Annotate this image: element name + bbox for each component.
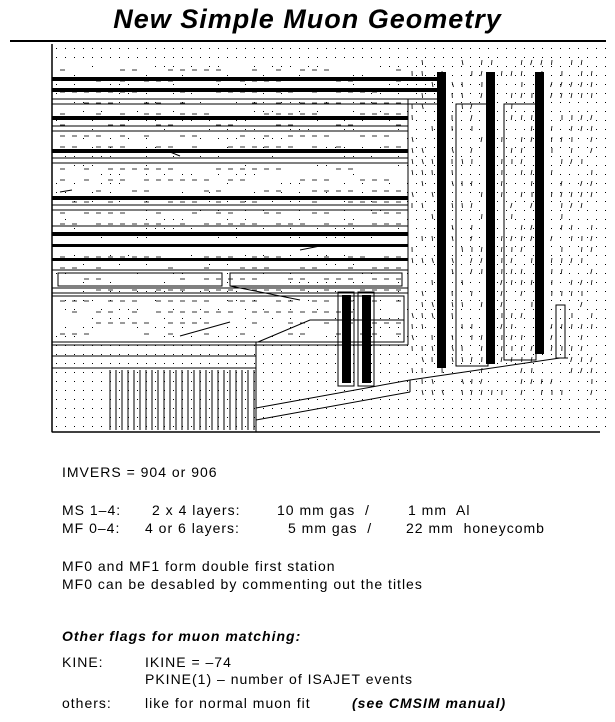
mf-layers: 4 or 6 layers: — [145, 520, 240, 536]
forward-chamber — [362, 295, 371, 383]
barrel-thin-layers — [52, 99, 440, 345]
kine-label: KINE: — [62, 654, 104, 670]
kine-value-1: IKINE = –74 — [145, 654, 232, 670]
mf-material: 22 mm honeycomb — [406, 520, 545, 536]
barrel-layer — [52, 196, 408, 200]
barrel-layer — [52, 116, 408, 120]
endcap-chamber — [535, 72, 544, 354]
ms-label: MS 1–4: — [62, 502, 122, 518]
endcap-chamber — [486, 72, 495, 364]
flags-heading: Other flags for muon matching: — [62, 628, 302, 644]
endcap-hatching — [110, 370, 254, 430]
barrel-layer — [52, 149, 408, 153]
others-label: others: — [62, 695, 112, 711]
imvers-note: IMVERS = 904 or 906 — [62, 464, 218, 480]
ms-material: 1 mm Al — [408, 502, 471, 518]
others-value: like for normal muon fit — [145, 695, 311, 711]
forward-chamber — [342, 295, 351, 383]
ms-layers: 2 x 4 layers: — [152, 502, 241, 518]
mf0-note-2: MF0 can be desabled by commenting out the titles — [62, 576, 423, 592]
others-reference: (see CMSIM manual) — [352, 695, 507, 711]
kine-value-2: PKINE(1) – number of ISAJET events — [145, 671, 413, 687]
barrel-layer — [52, 77, 440, 81]
page-title: New Simple Muon Geometry — [113, 4, 502, 34]
endcap-chamber — [437, 72, 446, 368]
barrel-layer — [52, 258, 408, 261]
mf0-note-1: MF0 and MF1 form double first station — [62, 558, 336, 574]
mf-label: MF 0–4: — [62, 520, 121, 536]
mf-gas: 5 mm gas / — [288, 520, 373, 536]
ms-gas: 10 mm gas / — [277, 502, 370, 518]
title-underline — [10, 40, 606, 42]
field-dot-grid — [56, 48, 606, 427]
barrel-layer — [52, 88, 440, 92]
barrel-layer — [52, 232, 408, 236]
muon-geometry-diagram — [0, 44, 615, 434]
barrel-layer — [52, 244, 408, 247]
